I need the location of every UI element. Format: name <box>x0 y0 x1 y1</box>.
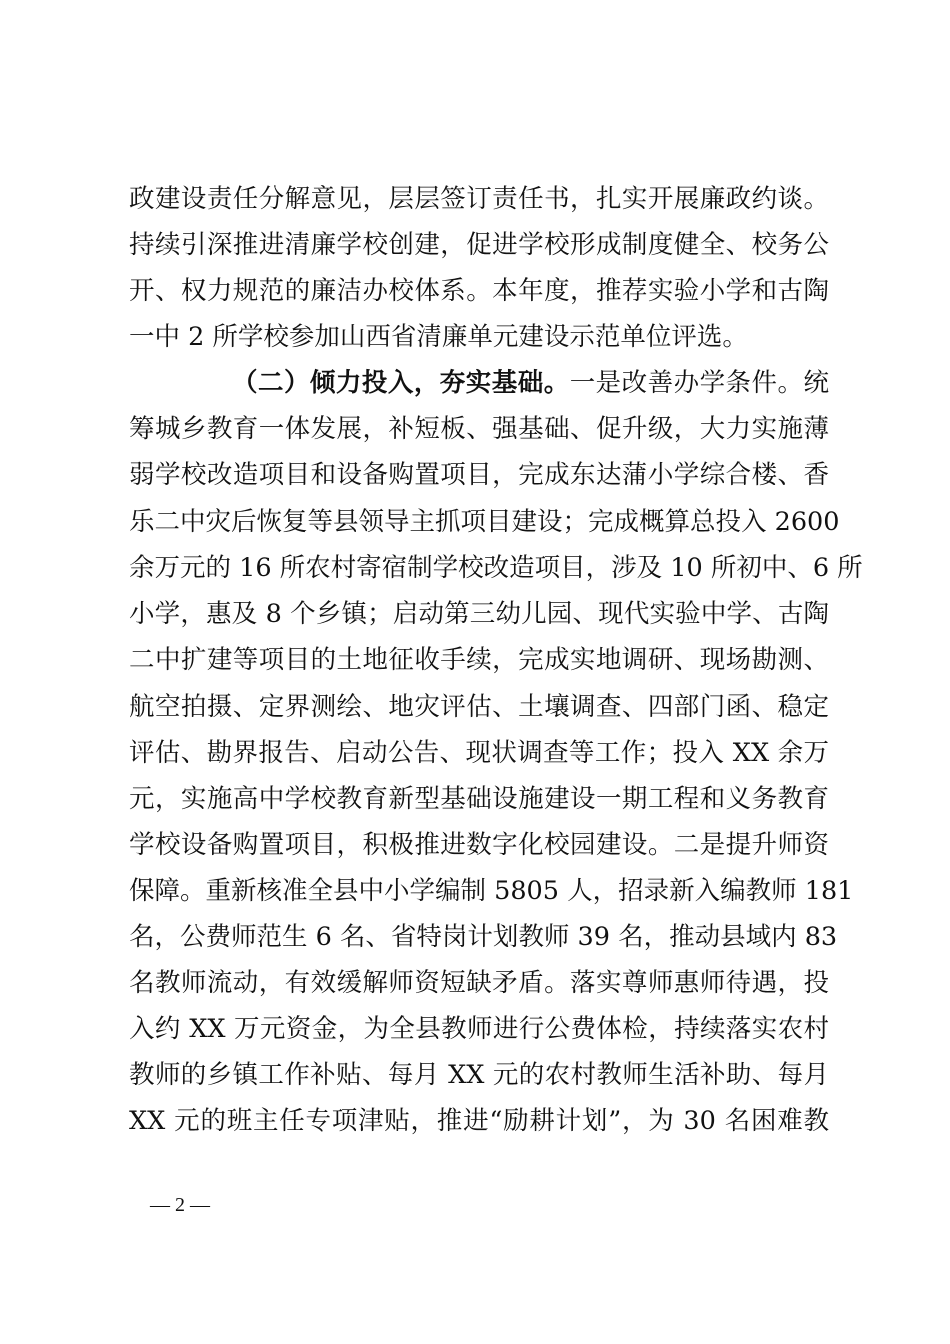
body-line: 二中扩建等项目的土地征收手续，完成实地调研、现场勘测、 <box>129 645 829 675</box>
body-line: 名，公费师范生 6 名、省特岗计划教师 39 名，推动县域内 83 <box>129 922 838 952</box>
section-heading-line <box>232 368 829 398</box>
body-line: 航空拍摄、定界测绘、地灾评估、土壤调查、四部门函、稳定 <box>129 692 829 722</box>
body-line: 入约 XX 万元资金，为全县教师进行公费体检，持续落实农村 <box>129 1014 829 1044</box>
page-number: — 2 — <box>150 1194 210 1216</box>
body-line: 余万元的 16 所农村寄宿制学校改造项目，涉及 10 所初中、6 所 <box>129 553 863 583</box>
section-heading: （二）倾力投入，夯实基础。 <box>232 368 570 398</box>
body-line: 教师的乡镇工作补贴、每月 XX 元的农村教师生活补助、每月 <box>129 1060 829 1090</box>
body-line: 学校设备购置项目，积极推进数字化校园建设。二是提升师资 <box>129 830 829 860</box>
body-line: 筹城乡教育一体发展，补短板、强基础、促升级，大力实施薄 <box>129 414 829 444</box>
body-line: 保障。重新核准全县中小学编制 5805 人，招录新入编教师 181 <box>129 876 854 906</box>
body-line: 弱学校改造项目和设备购置项目，完成东达蒲小学综合楼、香 <box>129 460 829 490</box>
body-line: 持续引深推进清廉学校创建，促进学校形成制度健全、校务公 <box>129 230 829 260</box>
body-line: 政建设责任分解意见，层层签订责任书，扎实开展廉政约谈。 <box>129 184 829 214</box>
body-line: 一中 2 所学校参加山西省清廉单元建设示范单位评选。 <box>129 322 748 352</box>
body-line: 元，实施高中学校教育新型基础设施建设一期工程和义务教育 <box>129 784 829 814</box>
body-line: XX 元的班主任专项津贴，推进“励耕计划”，为 30 名困难教 <box>129 1106 829 1136</box>
section-line-rest: 一是改善办学条件。统 <box>569 368 829 398</box>
body-line: 名教师流动，有效缓解师资短缺矛盾。落实尊师惠师待遇，投 <box>129 968 829 998</box>
body-line: 评估、勘界报告、启动公告、现状调查等工作；投入 XX 余万 <box>129 738 829 768</box>
body-line: 开、权力规范的廉洁办校体系。本年度，推荐实验小学和古陶 <box>129 276 829 306</box>
body-line: 乐二中灾后恢复等县领导主抓项目建设；完成概算总投入 2600 <box>129 507 840 537</box>
body-line: 小学，惠及 8 个乡镇；启动第三幼儿园、现代实验中学、古陶 <box>129 599 829 629</box>
